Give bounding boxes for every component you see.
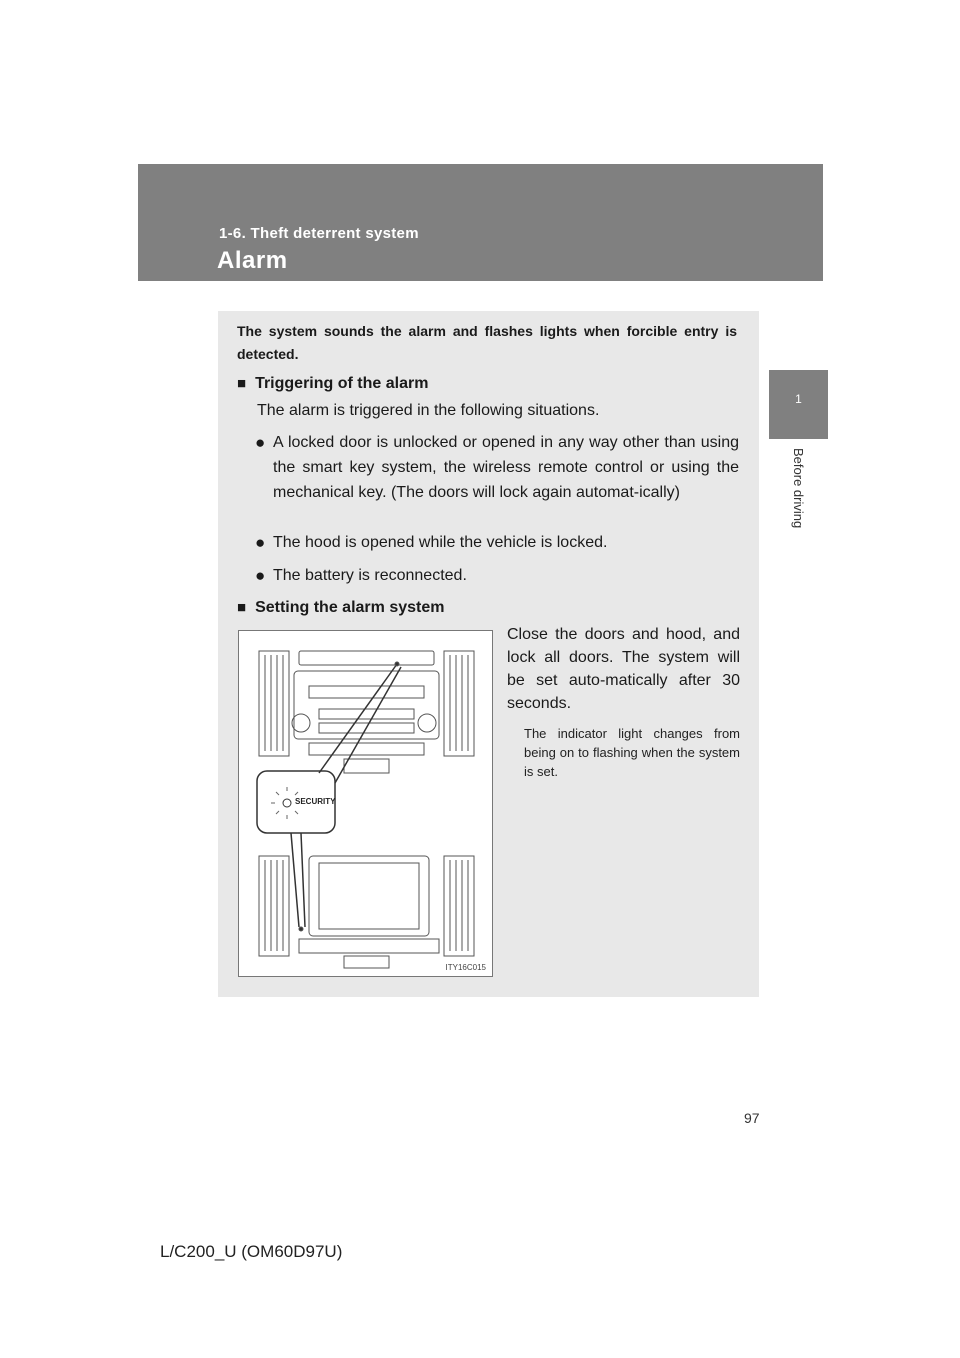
page-title: Alarm xyxy=(217,247,288,274)
triggering-heading xyxy=(237,374,428,394)
bullet-dot-icon: ● xyxy=(255,433,266,452)
section-label: 1-6. Theft deterrent system xyxy=(219,225,419,242)
square-bullet-icon: ■ xyxy=(237,599,247,616)
setting-heading-text: Setting the alarm system xyxy=(255,599,445,616)
intro-text: The system sounds the alarm and flashes lights when forcible entry is detected. xyxy=(237,323,737,362)
bullet-text: A locked door is unlocked or opened in any way other than using the smart key system, the wireless remote control or using the mechanical key. (The doors will lock again automat-ically) xyxy=(273,434,739,501)
content-box xyxy=(218,311,759,997)
bullet-item xyxy=(255,563,739,588)
dashboard-drawing xyxy=(239,631,494,978)
setting-instructions: Close the doors and hood, and lock all doors. The system will be set auto-matically after 30 seconds. xyxy=(507,626,740,712)
dashboard-illustration xyxy=(238,630,493,977)
chapter-name: Before driving xyxy=(791,448,806,529)
bullet-dot-icon: ● xyxy=(255,533,266,552)
bullet-text: The battery is reconnected. xyxy=(273,567,467,584)
page-number: 97 xyxy=(744,1110,760,1126)
setting-note: The indicator light changes from being on to flashing when the system is set. xyxy=(524,726,740,779)
bullet-item xyxy=(255,430,739,505)
figure-code: ITY16C015 xyxy=(445,963,486,972)
setting-heading xyxy=(237,598,444,618)
bullet-item xyxy=(255,530,739,555)
triggering-lead: The alarm is triggered in the following situations. xyxy=(257,402,600,419)
triggering-heading-text: Triggering of the alarm xyxy=(255,375,429,392)
chapter-tab xyxy=(769,370,828,439)
security-callout-label: SECURITY xyxy=(295,797,336,806)
bullet-dot-icon: ● xyxy=(255,566,266,585)
manual-code: L/C200_U (OM60D97U) xyxy=(160,1242,343,1261)
header-band xyxy=(138,164,823,281)
square-bullet-icon: ■ xyxy=(237,375,247,392)
chapter-number: 1 xyxy=(795,392,802,406)
bullet-text: The hood is opened while the vehicle is locked. xyxy=(273,534,608,551)
